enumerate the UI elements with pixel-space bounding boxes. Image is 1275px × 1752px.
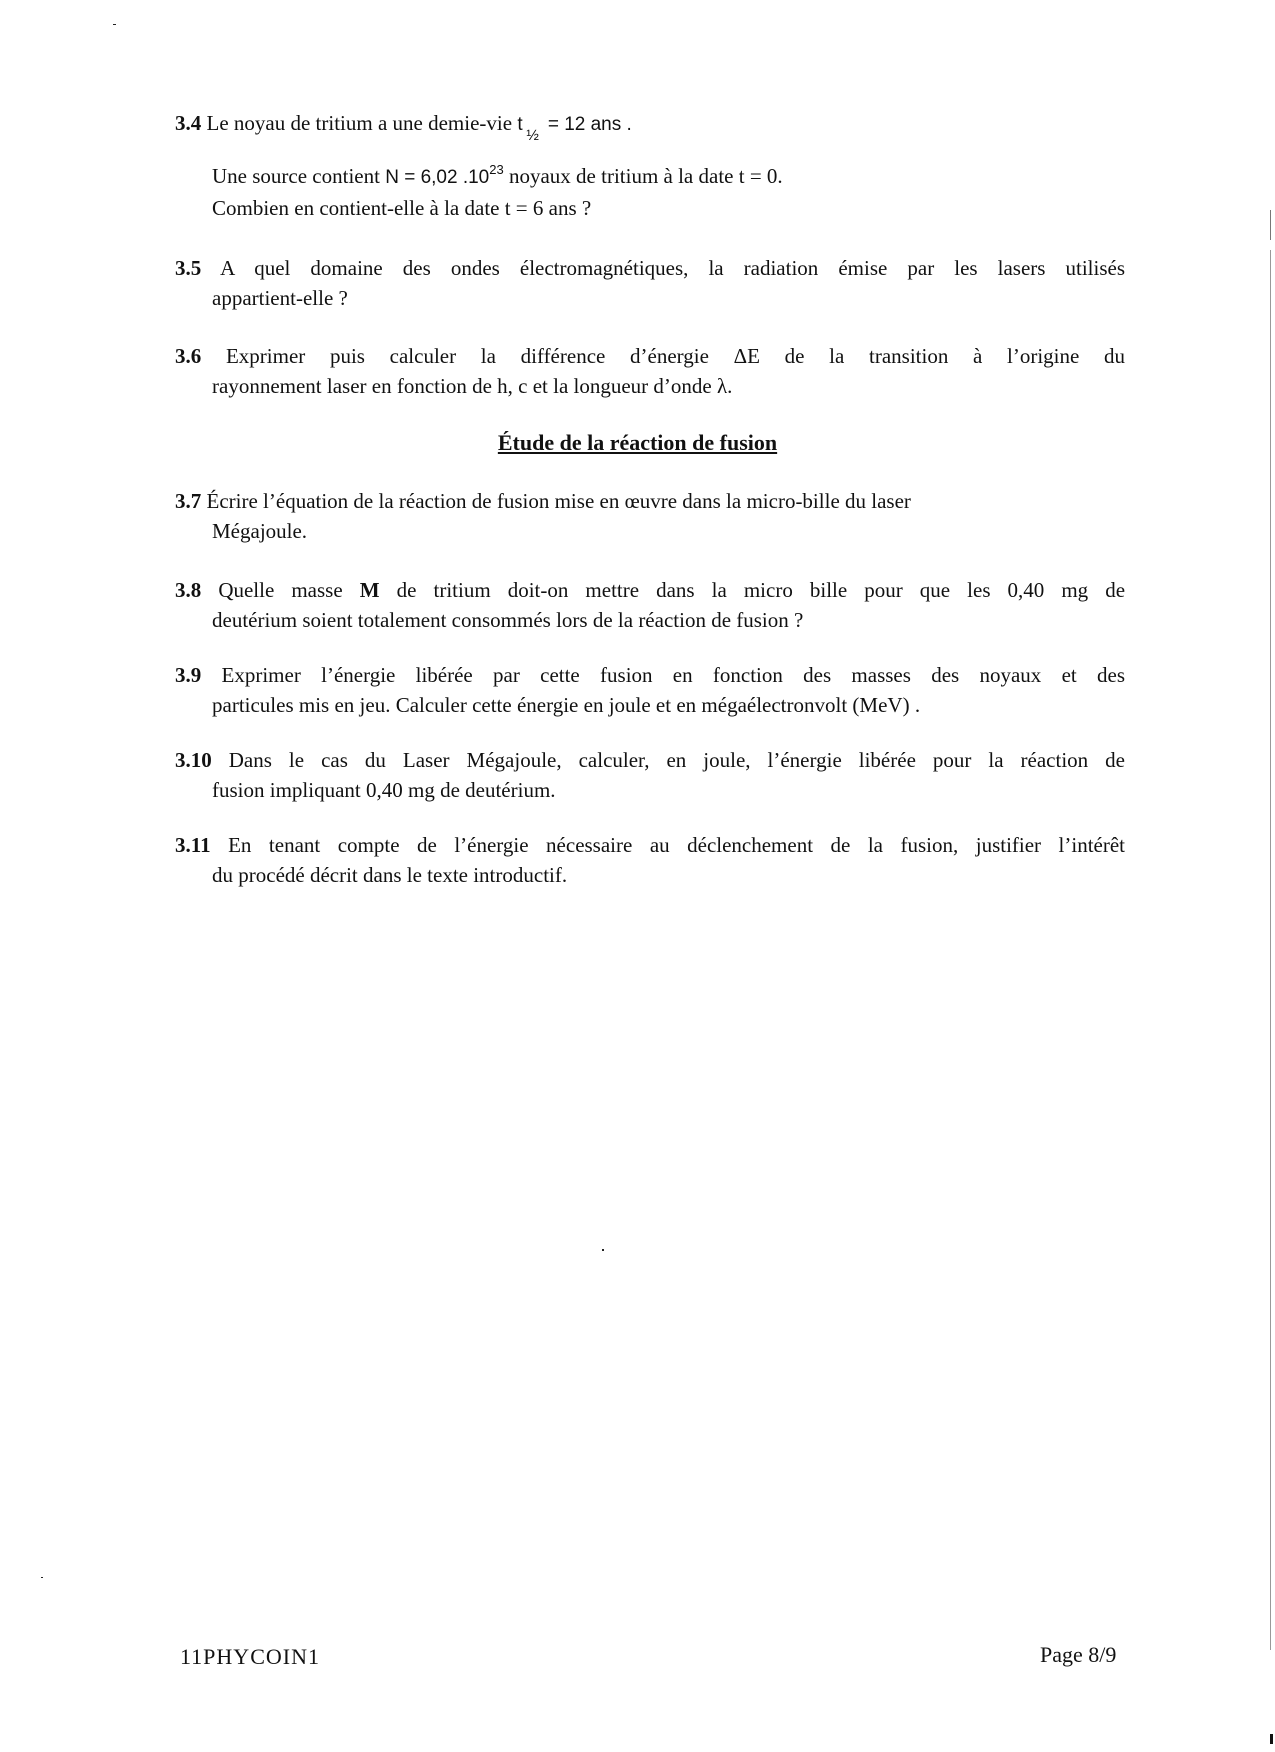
question-3-11-line1 (175, 830, 1125, 860)
question-3-6 (175, 341, 1125, 401)
question-3-4-line2 (175, 155, 1125, 193)
exam-code: 11PHYCOIN1 (180, 1644, 320, 1669)
page-number: Page 8/9 (1040, 1642, 1117, 1667)
question-3-5-line1 (175, 253, 1125, 283)
question-3-7-line1 (175, 486, 1125, 516)
section-heading: Étude de la réaction de fusion (497, 430, 778, 455)
question-text: de tritium doit-on mettre dans la micro bille pour que les 0,40 mg de (396, 578, 1126, 602)
question-3-8-line1 (175, 575, 1125, 605)
question-text: Exprimer puis calculer la différence d’énergie ΔE de la transition à l’origine du (225, 344, 1126, 368)
question-3-7-line2: Mégajoule. (212, 519, 308, 543)
question-number: 3.8 (175, 578, 202, 602)
mass-symbol: M (359, 578, 380, 602)
question-3-11-line2: du procédé décrit dans le texte introductif. (212, 863, 568, 887)
question-text: En tenant compte de l’énergie nécessaire au déclenchement de la fusion, justifier l’intérêt (228, 833, 1126, 857)
question-number: 3.9 (175, 663, 202, 687)
question-number: 3.6 (175, 344, 202, 368)
question-3-6-line1 (175, 341, 1125, 371)
question-3-5-line2: appartient-elle ? (212, 286, 348, 310)
scan-speck (602, 1249, 604, 1251)
scan-speck (1270, 1734, 1273, 1744)
half-fraction: ½ (526, 127, 539, 144)
half-life-symbol: t (517, 114, 523, 135)
half-life-value: = 12 (547, 114, 586, 135)
scan-speck (113, 24, 116, 25)
question-3-10-line1 (175, 745, 1125, 775)
question-text: Dans le cas du Laser Mégajoule, calculer, en joule, l’énergie libérée pour la réaction de (228, 748, 1125, 772)
question-3-8 (175, 575, 1125, 635)
question-number: 3.5 (175, 256, 202, 280)
question-3-7 (175, 486, 1125, 546)
question-number: 3.10 (175, 748, 212, 772)
question-3-4 (175, 108, 1125, 223)
question-text: noyaux de tritium à la date t = 0. (508, 164, 783, 188)
question-3-11 (175, 830, 1125, 890)
scan-speck (41, 1577, 43, 1578)
question-3-9-line2: particules mis en jeu. Calculer cette énergie en joule et en mégaélectronvolt (MeV) . (212, 693, 921, 717)
nucleus-count-expression: N = 6,02 .10 (385, 167, 490, 188)
half-life-unit: ans . (590, 114, 632, 135)
question-3-6-line2: rayonnement laser en fonction de h, c et la longueur d’onde λ. (212, 374, 733, 398)
question-3-10 (175, 745, 1125, 805)
question-3-8-line2: deutérium soient totalement consommés lors de la réaction de fusion ? (212, 608, 804, 632)
scan-edge-mark (1270, 210, 1271, 240)
question-number: 3.11 (175, 833, 211, 857)
question-3-10-line2: fusion impliquant 0,40 mg de deutérium. (212, 778, 556, 802)
question-3-4-line3: Combien en contient-elle à la date t = 6 ans ? (212, 196, 592, 220)
question-3-5 (175, 253, 1125, 313)
nucleus-count-exponent: 23 (489, 162, 504, 177)
scan-edge-line (1270, 250, 1271, 1650)
question-3-9-line1 (175, 660, 1125, 690)
question-text: Le noyau de tritium a une demie-vie (206, 111, 513, 135)
question-text: Quelle masse (218, 578, 343, 602)
question-text: Une source contient (212, 164, 380, 188)
question-3-4-line1 (175, 108, 1125, 144)
question-3-9 (175, 660, 1125, 720)
question-text: Écrire l’équation de la réaction de fusion mise en œuvre dans la micro-bille du laser (206, 489, 911, 513)
question-number: 3.7 (175, 489, 202, 513)
question-number: 3.4 (175, 111, 202, 135)
question-text: A quel domaine des ondes électromagnétiques, la radiation émise par les lasers utilisés (220, 256, 1125, 280)
question-text: Exprimer l’énergie libérée par cette fusion en fonction des masses des noyaux et des (221, 663, 1125, 687)
